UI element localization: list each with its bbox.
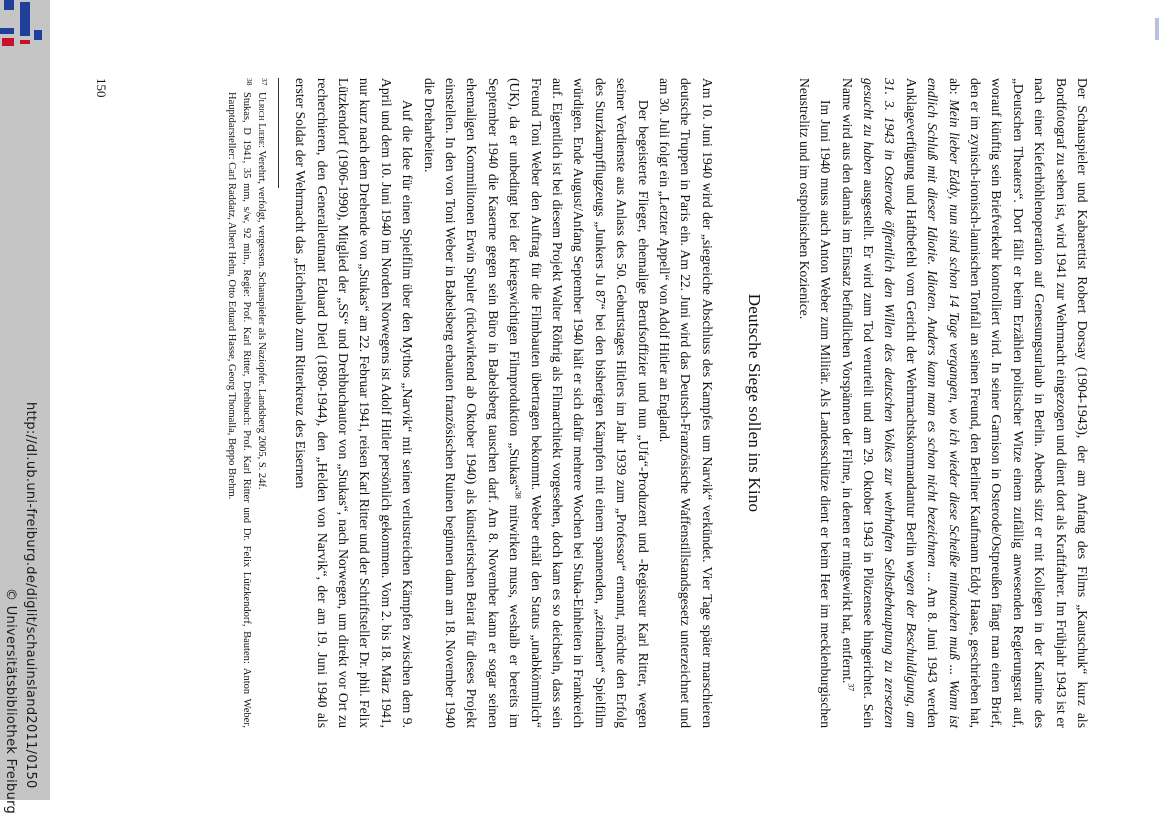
footnote-38: 38 Stukas, D 1941, 35 mm, s/w, 92 min., Regie: Prof. Karl Ritter, Drehbuch: Prof. Karl Ritter und Dr. Felix Lützkendorf, Bauten: Anton Weber, Hauptdarsteller: Carl Raddatz, Albert Hehn, Otto Eduard Hasse, Georg Thomalla, Beppo Brehm. (226, 78, 254, 728)
footnote-ref-37[interactable]: 37 (846, 683, 856, 692)
section-heading: Deutsche Siege sollen ins Kino (745, 293, 765, 513)
footnote-ref-38[interactable]: 38 (513, 490, 523, 499)
ub-freiburg-logo-icon[interactable] (0, 0, 50, 60)
page-number: 150 (94, 78, 109, 98)
footnotes (224, 78, 269, 728)
edge-marker (1155, 18, 1159, 40)
document-url[interactable]: http://dl.ub.uni-freiburg.de/diglit/schauinsland2011/0150 (23, 402, 38, 789)
paragraph: Auf die Idee für einen Spielfilm über den Mythos „Narvik“ mit seinen verlustreichen Kämpfen zwischen dem 9. April und dem 10. Juni 1940 im Norden Norwegens ist Adolf Hitler persönlich gekommen. Vom 2. bis 18. März 1941, nur kurz nach dem Drehende von „Stukas“ am 22. Februar 1941, reisen Karl Ritter und der Schriftsteller Dr. phil. Felix Lützkendorf (1906-1990), Mitglied der „SS“ und Drehbuchautor von „Stukas“, nach Norwegen, um direkt vor Ort zu recherchieren, den Generalleutnant Eduard Dietl (1890-1944), den „Helden von Narvik“, der am 19. Juni 1940 als erster Soldat der Wehrmacht das „Eichenlaub zum Ritterkreuz des Eisernen (293, 78, 416, 728)
footnote-divider (278, 78, 279, 188)
paragraph: Am 10. Juni 1940 wird der „siegreiche Abschluss des Kampfes um Narvik“ verkündet. Vier Tage später marschieren deutsche Truppen in Paris ein. Am 22. Juni wird das Deutsch-Französische Waffenstillstandsgesetz unterzeichnet und am 30. Juli folgt ein „Letzter Appell“ von Adolf Hitler an England. (657, 78, 715, 728)
copyright-notice: © Universitätsbibliothek Freiburg (3, 588, 18, 814)
paragraph: Der Schauspieler und Kabarettist Robert Dorsay (1904-1943), der am Anfang des Films „Kautschuk“ kurz als Bordfotograf zu sehen ist, wird 1941 zur Wehrmacht eingezogen und dient dort als Kraftfahrer. Im Frühjahr 1943 ist er nach einer Kieferhöhlenoperation auf Genesungsurlaub in Berlin. Abends sitzt er mit Kollegen in der Kantine des „Deutschen Theaters“. Dort fällt er beim Erzählen politischer Witze einem zufällig anwesenden Regierungsrat auf, worauf künftig sein Briefverkehr kontrolliert wird. In seiner Garnison in Osterode/Ostpreußen fängt man einen Brief, den er im zynisch-ironisch-launischen Tonfall an seinen Freund, den Berliner Kaufmann Eddy Haase, geschrieben hat, ab: Mein lieber Eddy, nun sind schon 14 Tage vergangen, wo ich wieder diese Scheiße mitmachen muß ... Wann ist endlich Schluß mit dieser Idiotie. Idioten. Anders kann man es schon nicht bezeichnen ... Am 8. Juni 1943 werden Anklageverfügung und Haftbefehl vom Gericht der Wehrmachtskommandantur Berlin wegen der Beschuldigung, am 31. 3. 1943 in Osterode öffentlich den Willen des deutschen Volkes zur wehrhaften Selbstbehauptung zu zersetzen gesucht zu haben ausgestellt. Er wird zum Tod verurteilt und am 29. Oktober 1943 in Plötzensee hingerichtet. Sein Name wird aus den damals im Einsatz befindlichen Vorspännen der Filme, in denen er mitgewirkt hat, entfernt.$^{37}$ (839, 78, 1090, 729)
footnote-37: 37 Ulrich Liebe: Verehrt, verfolgt, vergessen. Schauspieler als Naziopfer. Landsberg 2005, S. 24f. (256, 78, 269, 490)
charge-italic: wegen der Beschuldigung, am 31. 3. 1943 in Osterode öffentlich den Willen des deutschen Volkes zur wehrhaften Selbstbehauptung zu zersetzen gesucht zu haben (860, 78, 919, 728)
viewer-sidebar (0, 0, 50, 814)
paragraph: Der begeisterte Flieger, ehemalige Berufsoffizier und nun „Ufa“-Produzent und -Regisseur Karl Ritter, wegen seiner Verdienste aus Anlass des 50. Geburtstages Hitlers im Jahr 1939 zum „Professor“ ernannt, möchte den Erfolg des Sturzkampfflugzeugs „Junkers Ju 87“ bei den bisherigen Kämpfen mit einem spannenden, „zeitnahen“ Spielfilm würdigen. Ende August/Anfang September 1940 hält er sich dafür mehrere Wochen bei Stuka-Einheiten in Frankreich auf. Eigentlich ist bei diesem Projekt Walter Röhrig als Filmarchitekt vorgesehen, doch kam es so deichseln, dass sein Freund Toni Weber den Auftrag für die Filmbauten übertragen bekommt. Weber erhält den Status „unabkömmlich“ (UK), da er unbedingt bei der kriegswichtigen Filmproduktion „Stukas“$^{38}$ mitwirken muss, weshalb er bereits im September 1940 die Kaserne gegen sein Büro in Babelsberg tauschen darf. Am 8. November kann er sogar seinen ehemaligen Kommilitonen Erwin Spuler (rückwirkend ab Oktober 1940) als künstlerischen Beirat für dieses Projekt einstellen. In den von Toni Weber in Babelsberg erbauten französischen Ruinen beginnen dann am 18. November 1940 die Dreharbeiten. (421, 78, 651, 728)
footnote-author: Ulrich Liebe: (256, 92, 267, 149)
document-page (50, 0, 1159, 800)
scanned-page-area (50, 0, 1159, 800)
paragraph: Im Juni 1940 muss auch Anton Weber zum Militär. Als Landesschütze dient er beim Heer im mecklenburgischen Neustrelitz und im ostpolnischen Kozienice. (796, 78, 834, 728)
page-body (290, 78, 1093, 728)
quote-italic: Mein lieber Eddy, nun sind schon 14 Tage vergangen, wo ich wieder diese Scheiße mitmachen muß ... Wann ist endlich Schluß mit dieser Idiotie. Idioten. Anders kann man es schon nicht bezeichnen ... (925, 78, 962, 729)
